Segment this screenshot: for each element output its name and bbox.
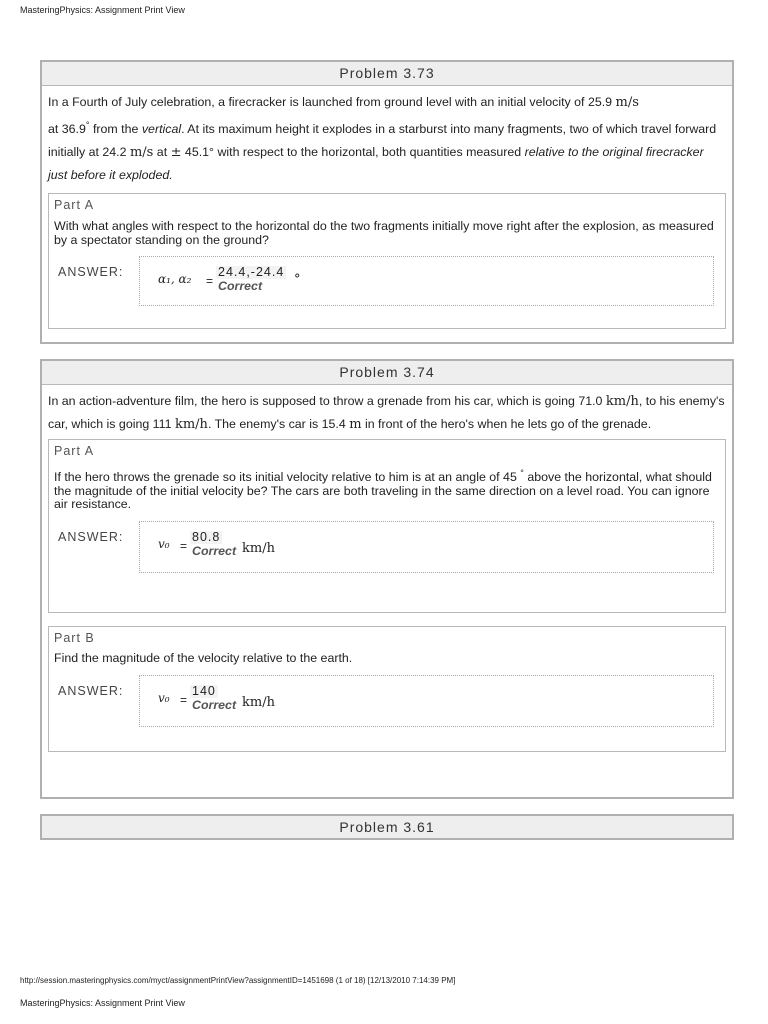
part-a [48, 193, 726, 329]
part-question: Find the magnitude of the velocity relative to the earth. [54, 651, 353, 665]
answer-value[interactable]: 140 [192, 683, 216, 698]
unit: m/s [129, 145, 154, 160]
answer-unit: km/h [242, 694, 275, 710]
answer-value[interactable]: 80.8 [192, 529, 221, 544]
problem-3-74 [40, 359, 734, 799]
answer-label: ANSWER: [58, 683, 124, 698]
answer-status: Correct [218, 279, 263, 293]
part-title: Part A [54, 444, 95, 458]
answer-equals: = [206, 274, 214, 288]
answer-equals: = [180, 538, 188, 553]
unit: m [349, 417, 362, 432]
problem-3-73 [40, 60, 734, 344]
answer-variable: v₀ [158, 536, 170, 551]
answer-box [139, 675, 714, 727]
answer-row [49, 265, 725, 325]
page-header: MasteringPhysics: Assignment Print View [20, 5, 185, 15]
part-a [48, 439, 726, 613]
answer-variable: α₁, α₂ [158, 272, 192, 286]
part-question: If the hero throws the grenade so its initial velocity relative to him is at an angle of 45 ° above the horizontal, what should the magnitude of the initial velocity be? The cars are both traveling in the same direction on a level road. You can ignore air resistance. [54, 468, 712, 511]
answer-status: Correct [192, 543, 237, 558]
part-question: With what angles with respect to the horizontal do the two fragments initially move right after the explosion, as measured by a spectator standing on the ground? [54, 219, 714, 247]
part-title: Part A [54, 198, 95, 212]
answer-unit: ° [294, 272, 301, 287]
footer-title: MasteringPhysics: Assignment Print View [20, 998, 185, 1008]
problem-text: In an action-adventure film, the hero is supposed to throw a grenade from his car, which is going 71.0 km/h, to his enemy's car, which is going 111 km/h. The enemy's car is 15.4 m in front of the hero's when he lets go of the grenade. [48, 394, 725, 432]
unit: m/s [615, 95, 639, 110]
answer-status: Correct [192, 697, 237, 712]
problem-title: Problem 3.74 [42, 361, 732, 385]
answer-equals: = [180, 692, 188, 707]
answer-row [49, 684, 725, 744]
unit: km/h [174, 417, 208, 432]
problem-title: Problem 3.61 [42, 816, 732, 838]
degree-symbol: ° [520, 468, 524, 478]
unit: km/h [605, 394, 639, 409]
plus-minus-symbol: ± [170, 145, 182, 160]
answer-label: ANSWER: [58, 529, 124, 544]
answer-value[interactable]: 24.4,-24.4 [218, 265, 285, 279]
problem-text: In a Fourth of July celebration, a firecracker is launched from ground level with an initial velocity of 25.9 m/s at 36.9° from the vertical. At its maximum height it explodes in a starburst into many fragments, two of which travel forward initially at 24.2 m/s at ± 45.1° with respect to the horizontal, both quantities measured relative to the original firecracker just before it exploded. [48, 95, 717, 182]
problem-3-61 [40, 814, 734, 840]
answer-row [49, 530, 725, 590]
part-b [48, 626, 726, 752]
footer-url: http://session.masteringphysics.com/myct/assignmentPrintView?assignmentID=1451698 (1 of 18) [12/13/2010 7:14:39 PM] [20, 976, 456, 985]
answer-box [139, 256, 714, 306]
answer-label: ANSWER: [58, 265, 124, 279]
part-title: Part B [54, 631, 95, 645]
answer-box [139, 521, 714, 573]
degree-symbol: ° [85, 120, 90, 130]
answer-variable: v₀ [158, 690, 170, 705]
answer-unit: km/h [242, 540, 275, 556]
problem-title: Problem 3.73 [42, 62, 732, 86]
